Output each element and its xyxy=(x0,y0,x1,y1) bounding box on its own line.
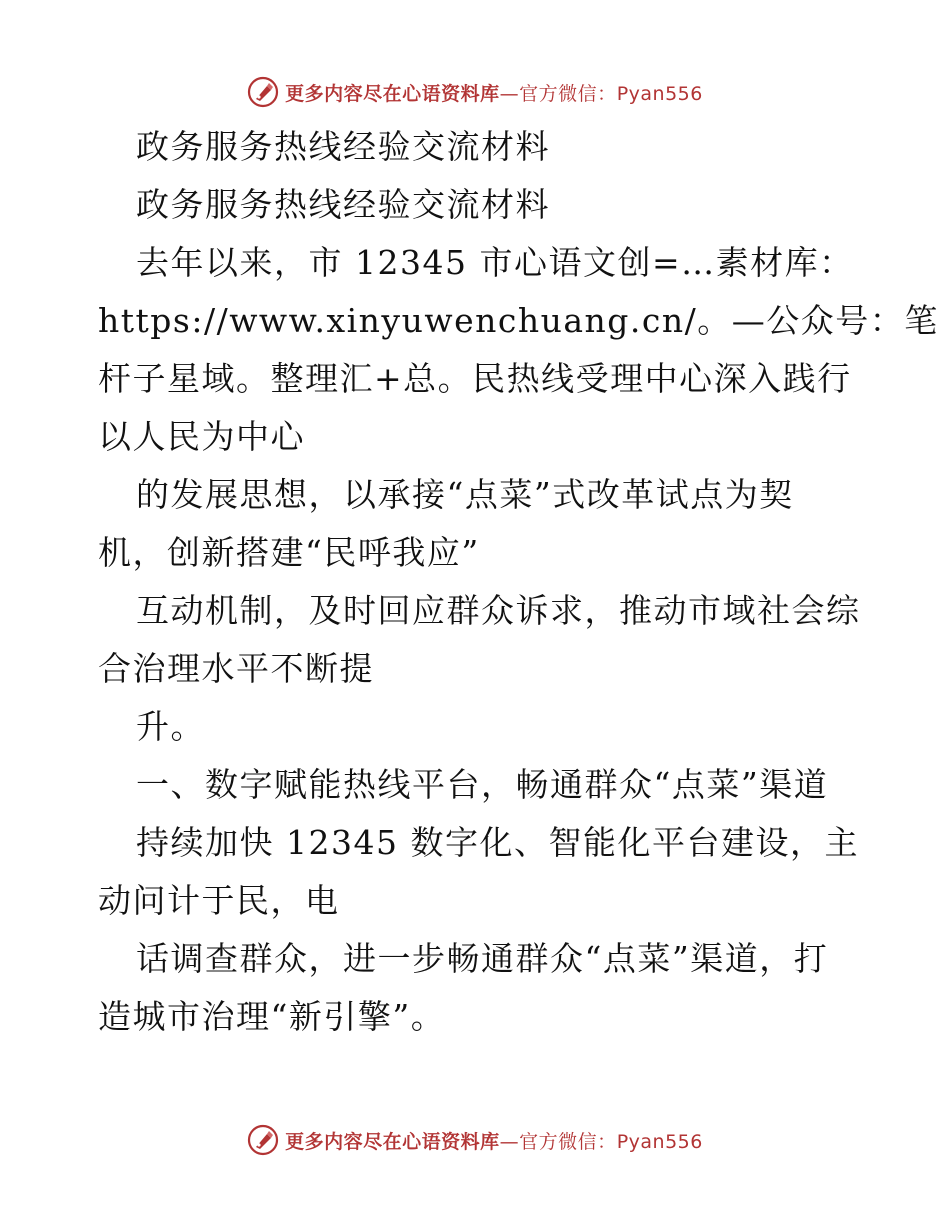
doc-paragraph-line: 去年以来，市 12345 市心语文创=…素材库： xyxy=(136,243,854,282)
doc-paragraph-line: 升。 xyxy=(136,707,205,746)
doc-paragraph-line: https://www.xinyuwenchuang.cn/。—公众号：笔 xyxy=(98,301,939,340)
footer-banner-main-text: 更多内容尽在心语资料库 xyxy=(285,1130,500,1153)
doc-paragraph-line: 持续加快 12345 数字化、智能化平台建设，主 xyxy=(136,823,859,862)
footer-banner-wechat-id: Pyan556 xyxy=(616,1130,703,1153)
doc-section-heading: 一、数字赋能热线平台，畅通群众“点菜”渠道 xyxy=(136,765,829,804)
doc-title-line-repeat: 政务服务热线经验交流材料 xyxy=(136,185,550,224)
pen-nib-logo-icon xyxy=(247,1124,279,1156)
header-banner-wechat-label: 官方微信： xyxy=(519,82,617,105)
doc-paragraph-line: 杆子星域。整理汇+总。民热线受理中心深入践行 xyxy=(98,359,852,398)
header-banner-inner xyxy=(247,76,703,108)
header-banner-wechat-id: Pyan556 xyxy=(616,82,703,105)
header-banner-main-text: 更多内容尽在心语资料库 xyxy=(285,82,500,105)
footer-banner xyxy=(0,1120,950,1160)
footer-banner-wechat-label: 官方微信： xyxy=(519,1130,617,1153)
header-banner xyxy=(0,72,950,112)
header-banner-text xyxy=(285,79,703,106)
document-body xyxy=(98,118,939,1046)
doc-paragraph-line: 合治理水平不断提 xyxy=(98,649,374,688)
doc-paragraph-line: 动问计于民，电 xyxy=(98,881,340,920)
header-banner-separator: — xyxy=(499,82,520,105)
doc-paragraph-line: 互动机制，及时回应群众诉求，推动市域社会综 xyxy=(136,591,861,630)
doc-paragraph-line: 的发展思想，以承接“点菜”式改革试点为契 xyxy=(136,475,794,514)
doc-paragraph-line: 话调查群众，进一步畅通群众“点菜”渠道，打 xyxy=(136,939,829,978)
doc-paragraph-line: 机，创新搭建“民呼我应” xyxy=(98,533,480,572)
pen-nib-logo-icon xyxy=(247,76,279,108)
footer-banner-separator: — xyxy=(499,1130,520,1153)
doc-title-line: 政务服务热线经验交流材料 xyxy=(136,127,550,166)
doc-paragraph-line: 造城市治理“新引擎”。 xyxy=(98,997,446,1036)
doc-paragraph-line: 以人民为中心 xyxy=(98,417,305,456)
footer-banner-inner xyxy=(247,1124,703,1156)
footer-banner-text xyxy=(285,1127,703,1154)
